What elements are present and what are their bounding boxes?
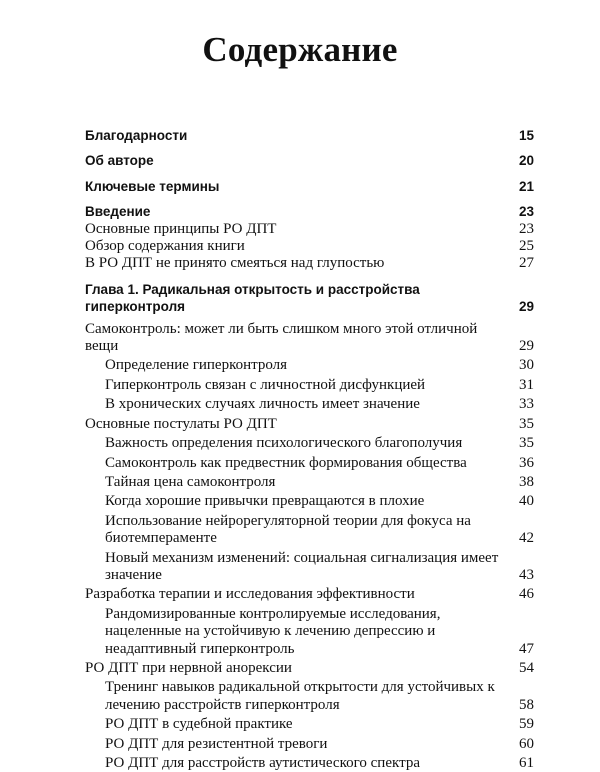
toc-entry-key-terms[interactable] <box>85 178 534 195</box>
toc-entry-page: 30 <box>519 357 534 374</box>
toc-subentry[interactable] <box>85 736 534 753</box>
toc-entry-title: Использование нейрорегуляторной теории для фокуса на биотемпераменте <box>105 512 471 547</box>
toc-entry-title: Глава 1. Радикальная открытость и расстройства гиперконтроля <box>85 281 420 315</box>
toc-entry-page: 20 <box>518 153 534 169</box>
toc-subentry[interactable] <box>85 606 534 658</box>
toc-entry-page: 23 <box>519 220 534 237</box>
toc-entry-page: 25 <box>519 238 534 255</box>
toc-entry-page: 27 <box>519 255 534 272</box>
toc-entry-page: 54 <box>519 659 534 676</box>
toc-subentry[interactable] <box>85 493 534 510</box>
toc-entry-title: Разработка терапии и исследования эффективности <box>85 586 415 603</box>
toc-entry-page: 23 <box>518 204 534 220</box>
toc-entry-title: РО ДПТ для расстройств аутистического спектра <box>105 755 420 771</box>
toc-entry-title: Самоконтроль: может ли быть слишком много этой отличной вещи <box>85 320 478 355</box>
toc-entry-page: 29 <box>519 338 534 355</box>
toc-entry-title: Обзор содержания книги <box>85 238 245 255</box>
toc-entry-page: 58 <box>519 696 534 713</box>
toc-entry-page: 38 <box>519 473 534 490</box>
toc-entry-page: 33 <box>519 396 534 413</box>
toc-entry-title: Важность определения психологического благополучия <box>105 435 463 452</box>
toc-subentry[interactable] <box>85 357 534 374</box>
toc-entry[interactable] <box>85 321 534 356</box>
toc-entry-page: 42 <box>519 530 534 547</box>
toc-entry-title: Основные принципы РО ДПТ <box>85 220 277 237</box>
toc-entry-title: Тренинг навыков радикальной открытости для устойчивых к лечению расстройств гиперконтроля <box>105 679 495 713</box>
toc-entry-page: 40 <box>519 493 534 510</box>
toc-subentry[interactable] <box>85 435 534 452</box>
toc-entry-page: 43 <box>519 566 534 583</box>
toc-entry-introduction[interactable] <box>85 203 534 220</box>
toc-entry-title: Введение <box>85 204 151 220</box>
toc-entry-title: Когда хорошие привычки превращаются в плохие <box>105 493 425 510</box>
toc-entry-title: Благодарности <box>85 128 188 143</box>
toc-entry-title: Об авторе <box>85 153 154 169</box>
toc-entry-title: Ключевые термины <box>85 178 220 194</box>
toc-entry-page: 47 <box>519 640 534 657</box>
toc-entry-page: 59 <box>519 716 534 733</box>
toc-entry-title: В хронических случаях личность имеет значение <box>105 396 420 413</box>
toc-subentry[interactable] <box>85 513 534 548</box>
toc-entry-title: Определение гиперконтроля <box>105 357 288 374</box>
toc-entry-title: Новый механизм изменений: социальная сигнализация имеет значение <box>105 549 499 583</box>
toc-entry-acknowledgements[interactable] <box>85 127 534 144</box>
toc-entry-title: Самоконтроль как предвестник формирования общества <box>105 454 467 471</box>
toc-entry-title: РО ДПТ для резистентной тревоги <box>105 735 328 752</box>
toc-entry-page: 31 <box>519 376 534 393</box>
toc-entry[interactable] <box>85 660 534 677</box>
toc-entry[interactable] <box>85 221 534 238</box>
toc-entry-page: 60 <box>519 735 534 752</box>
toc-subentry[interactable] <box>85 716 534 733</box>
toc-entry[interactable] <box>85 255 534 272</box>
toc-entry-title: РО ДПТ в судебной практике <box>105 716 293 733</box>
toc-subentry[interactable] <box>85 396 534 413</box>
toc-entry-page: 21 <box>518 178 534 194</box>
table-of-contents <box>85 127 534 772</box>
toc-entry-page: 29 <box>518 299 534 315</box>
toc-entry-title: Основные постулаты РО ДПТ <box>85 415 277 432</box>
toc-subentry[interactable] <box>85 377 534 394</box>
toc-subentry[interactable] <box>85 474 534 491</box>
toc-entry[interactable] <box>85 416 534 433</box>
toc-entry-page: 35 <box>519 435 534 452</box>
toc-entry-title: Рандомизированные контролируемые исследования, нацеленные на устойчивую к лечению депрессию и неадаптивный гиперконтроль <box>105 605 441 657</box>
toc-entry-page: 35 <box>519 415 534 432</box>
toc-entry-page: 15 <box>518 128 534 143</box>
toc-entry-title: РО ДПТ при нервной анорексии <box>85 659 292 676</box>
toc-entry[interactable] <box>85 238 534 255</box>
toc-subentry[interactable] <box>85 755 534 772</box>
toc-entry-title: Гиперконтроль связан с личностной дисфункцией <box>105 376 426 393</box>
toc-entry[interactable] <box>85 586 534 603</box>
toc-entry-page: 61 <box>519 755 534 771</box>
toc-entry-chapter-1[interactable] <box>85 281 534 316</box>
toc-entry-title: В РО ДПТ не принято смеяться над глупостью <box>85 255 385 272</box>
toc-entry-title: Тайная цена самоконтроля <box>105 473 276 490</box>
toc-subentry[interactable] <box>85 550 534 585</box>
toc-entry-page: 46 <box>519 586 534 603</box>
toc-subentry[interactable] <box>85 455 534 472</box>
toc-entry-page: 36 <box>519 454 534 471</box>
page-title: Содержание <box>202 30 398 69</box>
toc-entry-about-author[interactable] <box>85 152 534 169</box>
toc-subentry[interactable] <box>85 679 534 714</box>
